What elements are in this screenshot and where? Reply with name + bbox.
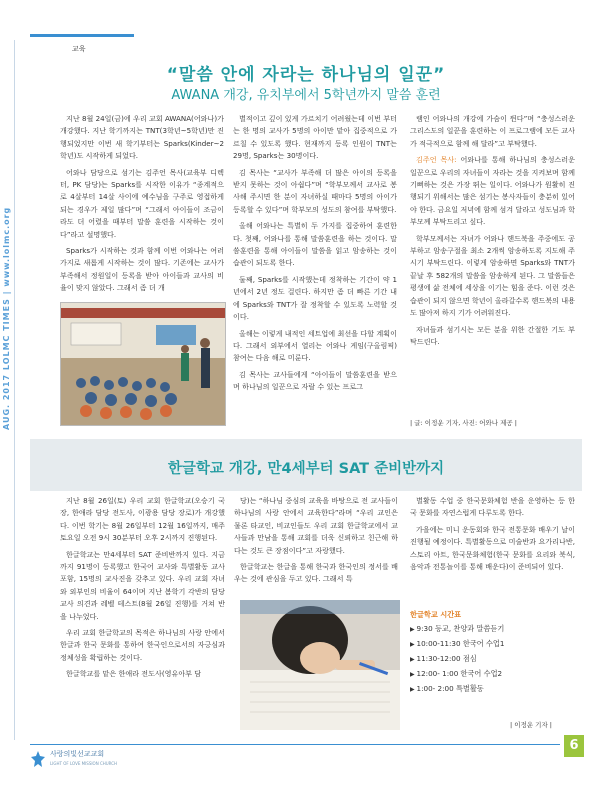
article1-title: “말씀 안에 자라는 하나님의 일꾼” [166,65,446,85]
church-logo [30,750,117,768]
article1-column-3 [410,113,575,352]
paragraph: 김 목사는 “교사가 부족해 더 많은 아이의 등록을 받지 못하는 것이 아쉽다”며 “학부모께서 교사로 봉사해 주시면 한 분이 자녀하실 때마다 5명의 아이가 등록할 수 있다”며 학부모의 성도의 참여를 부탁했다. [233,167,397,214]
article1-column-2 [233,113,397,398]
article1-column-1 [60,113,224,299]
schedule-item: ▶ 11:30-12:00 점심 [410,652,504,667]
paragraph: 가을에는 미니 운동회와 한국 전통문화 배우기 날이 진행될 예정이다. 특별활동으로 미술반과 요가리나반, 스토리 아트, 한국문화체험(한국 문화를 요리와 북식, 음악과 전통놀이를 통해 배운다)이 준비되어 있다. [410,524,575,572]
article2-title: 한글학교 개강, 만4세부터 SAT 준비반까지 [167,461,445,477]
schedule-title: 한글학교 시간표 [410,610,462,619]
paragraph: 별적이고 깊이 있게 가르치기 어려웠는데 이번 부터는 한 명의 교사가 5명의 아이만 맡아 집중적으로 가르칠 수 있도록 했다. 현재까지 등록 인원이 TNT는 29명, Sparks는 30명이다. [233,114,397,161]
interviewee-name: 김주언 목사: [416,155,457,165]
paragraph: 자녀들과 섬기시는 모든 분을 위한 간절한 기도 부탁드린다. [410,324,575,346]
schedule-item: ▶ 1:00- 2:00 특별활동 [410,682,504,697]
article2-column-1 [60,495,225,685]
paragraph: 당)는 “하나님 중심의 교육을 바탕으로 전 교사들이 하나님의 사랑 안에서 교육한다”라며 “우리 교인은 물론 타교인, 비교인들도 우리 교회 한글학교에서 교사들과 만남을 통해 교회를 더욱 신뢰하고 친근해 하다는 것도 큰 장점이다”고 자랑했다. [234,496,398,555]
section-label: 교육 [72,45,86,53]
school-schedule [410,608,504,697]
paragraph: 김 목사는 교사들에게 “아이들이 말씀훈련을 받으며 하나님의 일꾼으로 자랄 수 있는 프로그 [233,369,397,392]
schedule-item: ▶ 9:30 등교, 찬양과 말씀듣기 [410,622,504,637]
sidebar [0,0,22,792]
student-writing-photo [240,600,400,730]
article1-subtitle: AWANA 개강, 유치부에서 5학년까지 말씀 훈련 [171,88,441,103]
paragraph: 둘째, Sparks를 시작했는데 정착하는 기간이 약 1년에서 2년 정도 걸린다. 하지만 좀 더 빠른 기간 내에 Sparks와 TNT가 잘 정착할 수 있도록 노력할 것이다. [233,274,397,322]
paragraph: 한글학교를 맡은 한애라 전도사(영유아부 담 [66,669,202,679]
paragraph: 한글학교는 만4세부터 SAT 준비반까지 있다. 지금까지 91명이 등록했고 한국어 교사와 특별활동 교사 포함, 15명의 교사진을 갖추고 있다. 우리 교회 자녀와 외부인의 비율이 64이며 지난 봄학기 각반의 담당교사 의견과 레벨 테스트(8월 26일 진행)를 거쳐 반을 나누었다. [60,549,225,621]
paragraph: 우리 교회 한글학교의 목적은 하나님의 사랑 안에서 한글과 한국 문화를 통하여 한국인으로서의 자긍심과 정체성을 확립하는 것이다. [60,628,225,662]
article1-credit: | 글: 이정운 기자, 사진: 어와나 제공 | [410,419,517,427]
paragraph: 지난 8월 26일(토) 우리 교회 한글학교(오승기 국장, 한애라 담당 전도사, 이광용 담당 장로)가 개강했다. 이번 학기는 8월 26일부터 12월 16일까지, 매주 토요일 오전 9시 30분부터 오후 2시까지 진행된다. [60,496,225,543]
church-name-ko: 사랑의빛선교교회 [50,750,105,758]
schedule-item: ▶ 10:00-11:30 한국어 수업1 [410,637,504,652]
paragraph: 올해는 이렇게 내적인 세트업에 최선을 다할 계획이다. 그래서 외부에서 열리는 어와나 게임(구올림픽) 참여는 다음 해로 미룬다. [233,328,397,363]
paragraph: 램인 어와나의 개강에 가슴이 뛴다”며 “충성스러운 그리스도의 일꾼을 훈련하는 이 프로그램에 모든 교사가 적극적으로 함께 해 달라”고 부탁했다. [410,114,575,148]
sidebar-vertical-text: AUG. 2017 LOLMC TIMES | www.lolmc.org [2,206,11,430]
paragraph-interview: 김주언 목사: 어와나를 통해 하나님의 충성스러운 일꾼으로 우리의 자녀들이 자라는 것을 지켜보며 함께 기뻐하는 것은 가장 뛰는 일이다. 어와나가 원활히 진행되기 위해서는 많은 섬기는 봉사자들이 충분히 있어야 한다. 금요일 저녁에 함께 섬겨 달라고 성도님과 학부모께 부탁드리고 싶다. [410,155,575,227]
awana-class-photo [60,302,226,426]
footer-rule [30,744,560,745]
page-number: 6 [564,735,584,757]
paragraph: 별활동 수업 중 한국문화체험 반을 운영하는 등 한국 문화를 자연스럽게 다루도록 한다. [410,496,575,518]
paragraph: 지난 8월 24일(금)에 우리 교회 AWANA(어와나)가 개강했다. 지난 학기까지는 TNT(3학년~5학년)만 진행되었지만 이번 새 학기부터는 Sparks(Kinder~2학년)도 시작하게 되었다. [60,114,224,161]
paragraph: 학부모께서는 자녀가 어와나 핸드북을 주중에도 공부하고 암송구절을 최소 2개씩 암송하도록 지도해 주시기 부탁드린다. 이렇게 암송하면 Sparks와 TNT가 끝날 후 582개의 말씀을 암송하게 된다. 그 말씀들은 평생에 삶 전체에 세상을 이기는 힘을 준다. 이런 것은 습관이 되지 않으면 학년이 올라갈수록 핸드북의 내용도 많아져 하지 기가 어려워진다. [410,233,575,318]
church-logo-text [50,750,117,768]
church-name-en: LIGHT OF LOVE MISSION CHURCH [50,761,118,766]
church-logo-icon [30,750,46,768]
schedule-item: ▶ 12:00- 1:00 한국어 수업2 [410,667,504,682]
paragraph: Sparks가 시작하는 것과 함께 이번 어와나는 여러 가지로 새롭게 시작하는 것이 많다. 기존에는 교사가 부족해서 정원일이 등록을 받아 아이들과 교사의 비율이 맞지 않았다. 그래서 좀 더 개 [60,246,224,293]
article2-author: | 이정운 기자 | [510,721,552,729]
article2-column-2 [234,495,398,590]
paragraph: 올해 어와나는 특별히 두 가지를 집중하여 훈련한다. 첫째, 어와나를 통해 말씀훈련을 하는 것이다. 말씀훈련을 통해 아이들이 말씀을 읽고 암송하는 것이 습관이 되도록 한다. [233,221,397,268]
paragraph: 한글학교는 한글을 통해 한국과 한국인의 정서를 배우는 것에 관심을 두고 있다. 그래서 특 [234,562,398,584]
article2-column-3 [410,495,575,577]
top-accent-bar [30,34,134,37]
paragraph: 어와나 담당으로 섬기는 김주언 목사(교육부 디렉터, PK 담당)는 Sparks를 시작한 이유가 “종계적으로 4살부터 14살 사이에 예수님을 구주로 영접하게 되는 경우가 제일 많다”며 “그래서 아이들이 조금이라도 더 어렸을 때부터 말씀 훈련을 시작하는 것이다”라고 설명했다. [60,167,224,239]
